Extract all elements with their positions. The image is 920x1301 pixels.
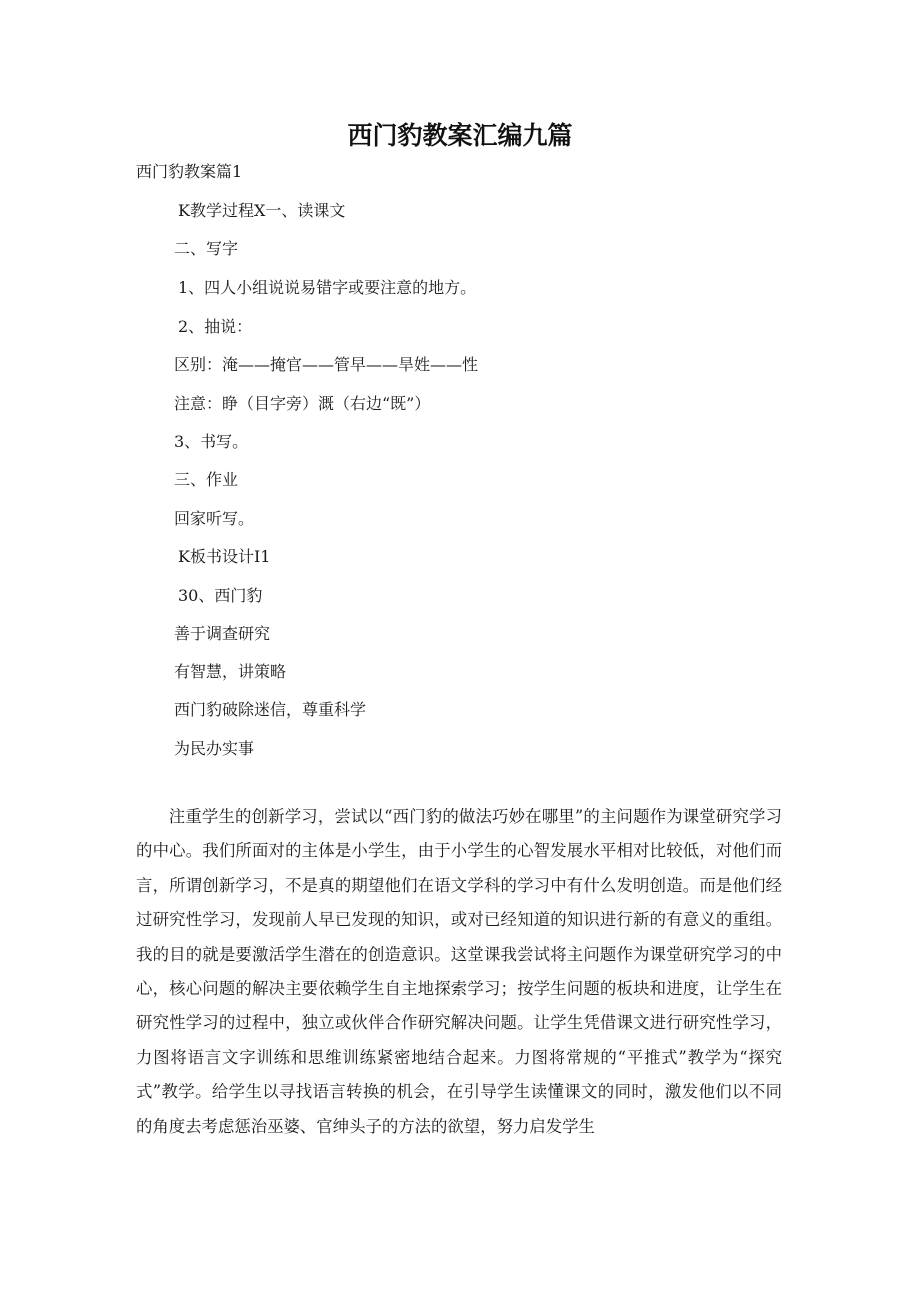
- text-line: 三、作业: [174, 470, 239, 489]
- text-line: 善于调查研究: [174, 624, 271, 643]
- text-line: 1、四人小组说说易错字或要注意的地方。: [178, 278, 477, 297]
- text-line: 区别：淹——掩官——管早——旱姓——性: [174, 355, 479, 374]
- text-line: 30、西门豹: [178, 586, 263, 605]
- section-heading: 西门豹教案篇1: [136, 162, 243, 181]
- text-line: 2、抽说：: [178, 317, 253, 336]
- body-paragraph: 注重学生的创新学习，尝试以“西门豹的做法巧妙在哪里”的主问题作为课堂研究学习的中心。我们所面对的主体是小学生，由于小学生的心智发展水平相对比较低，对他们而言，所谓创新学习，不是真的期望他们在语文学科的学习中有什么发明创造。而是他们经过研究性学习，发现前人早已发现的知识，或对已经知道的知识进行新的有意义的重组。我的目的就是要激活学生潜在的创造意识。这堂课我尝试将主问题作为课堂研究学习的中心，核心问题的解决主要依赖学生自主地探索学习；按学生问题的板块和进度，让学生在研究性学习的过程中，独立或伙伴合作研究解决问题。让学生凭借课文进行研究性学习，力图将语言文字训练和思维训练紧密地结合起来。力图将常规的“平推式”教学为“探究式”教学。给学生以寻找语言转换的机会，在引导学生读懂课文的同时，激发他们以不同的角度去考虑惩治巫婆、官绅头子的方法的欲望，努力启发学生: [136, 807, 782, 1136]
- text-line: 注意：睁（目字旁）溉（右边“既”）: [174, 394, 431, 413]
- text-line: 二、写字: [174, 239, 239, 258]
- document-title: 西门豹教案汇编九篇: [347, 121, 573, 150]
- text-line: 回家听写。: [174, 509, 255, 528]
- text-line: 有智慧，讲策略: [174, 662, 287, 681]
- text-line: K板书设计I1: [178, 547, 271, 566]
- text-line: 3、书写。: [174, 432, 249, 451]
- text-line: 西门豹破除迷信，尊重科学: [174, 700, 367, 719]
- text-line: K教学过程X一、读课文: [178, 201, 346, 220]
- text-line: 为民办实事: [174, 739, 255, 758]
